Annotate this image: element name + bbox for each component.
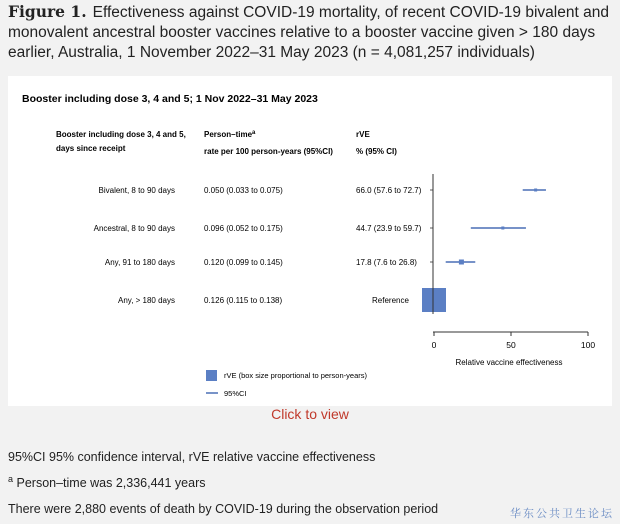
rve-marker [459, 260, 464, 265]
forest-plot-panel [8, 76, 612, 406]
footnote-events: There were 2,880 events of death by COVID-19 during the observation period [8, 502, 439, 516]
col-header-pt-sup: a [252, 130, 256, 136]
col-header-rve-1: rVE [356, 130, 370, 139]
row-label: Ancestral, 8 to 90 days [93, 224, 175, 233]
row-rve: 66.0 (57.6 to 72.7) [356, 186, 422, 195]
rve-marker [534, 189, 537, 192]
figure-label: Figure 1. [8, 2, 87, 21]
row-label: Bivalent, 8 to 90 days [98, 186, 175, 195]
legend-box-icon [206, 370, 217, 381]
figure-title: Effectiveness against COVID-19 mortality, of recent COVID-19 bivalent and monovalent ancestral booster vaccines relative to a booster vaccine given > 180 days earlier, Australia, 1 November 2022–31 May 2023 (n = 4,081,257 individuals) [8, 4, 609, 61]
footnote-marker: a [8, 474, 14, 484]
row-rve: 17.8 (7.6 to 26.8) [356, 258, 417, 267]
footnote-abbreviations: 95%CI 95% confidence interval, rVE relative vaccine effectiveness [8, 450, 376, 464]
legend-box-label: rVE (box size proportional to person-years) [224, 371, 367, 380]
forest-plot [8, 76, 612, 406]
footnote-person-time [8, 474, 205, 490]
legend-ci-label: 95%CI [224, 389, 247, 398]
col-header-group-1: Booster including dose 3, 4 and 5, [56, 130, 186, 139]
panel-title: Booster including dose 3, 4 and 5; 1 Nov 2022–31 May 2023 [22, 93, 318, 105]
figure-caption [8, 2, 612, 63]
rve-marker [422, 288, 446, 312]
x-tick-label: 100 [580, 340, 596, 350]
row-label: Any, 91 to 180 days [104, 258, 175, 267]
forest-rows [94, 186, 546, 312]
row-rve: 44.7 (23.9 to 59.7) [356, 224, 422, 233]
row-label: Any, > 180 days [118, 296, 175, 305]
watermark: 华东公共卫生论坛 [510, 507, 614, 520]
col-header-group-2: days since receipt [56, 144, 126, 153]
row-rate: 0.050 (0.033 to 0.075) [204, 186, 283, 195]
row-rve: Reference [372, 296, 409, 305]
rve-marker [501, 227, 504, 230]
row-rate: 0.120 (0.099 to 0.145) [204, 258, 283, 267]
row-rate: 0.096 (0.052 to 0.175) [204, 224, 283, 233]
col-header-rve-2: % (95% CI) [356, 147, 397, 156]
col-header-pt-2: rate per 100 person-years (95%CI) [204, 147, 333, 156]
x-tick-label: 0 [431, 340, 437, 350]
row-rate: 0.126 (0.115 to 0.138) [204, 296, 283, 305]
col-header-pt-1 [204, 130, 256, 139]
footnote-person-time-text: Person–time was 2,336,441 years [13, 476, 206, 491]
click-to-view-link[interactable]: Click to view [271, 406, 349, 422]
x-axis-title: Relative vaccine effectiveness [455, 358, 563, 367]
col-header-pt-text: Person–time [204, 130, 253, 139]
x-tick-label: 50 [506, 340, 516, 350]
x-axis [432, 174, 596, 367]
